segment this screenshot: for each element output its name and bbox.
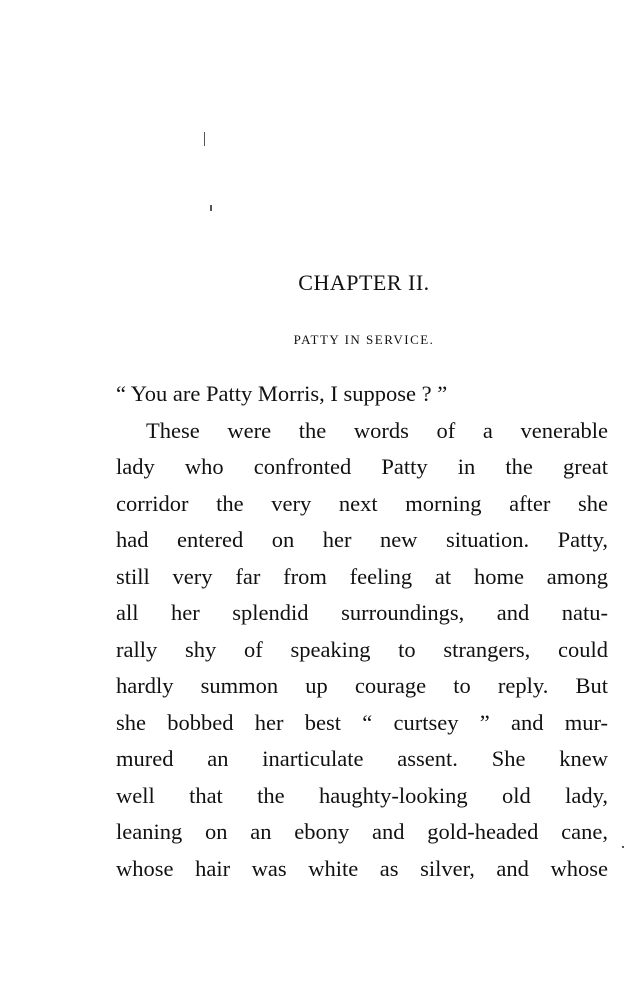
text-line: corridor the very next morning after she <box>116 490 608 516</box>
body-text <box>116 376 608 887</box>
text-line: well that the haughty-looking old lady, <box>116 782 608 808</box>
text-line: These were the words of a venerable <box>146 417 608 443</box>
text-line: mured an inarticulate assent. She knew <box>116 746 608 771</box>
text-line: hardly summon up courage to reply. But <box>116 673 608 698</box>
text-line: had entered on her new situation. Patty, <box>116 527 608 552</box>
text-line: lady who confronted Patty in the great <box>116 454 608 479</box>
text-line: all her splendid surroundings, and natu- <box>116 600 608 625</box>
text-line: still very far from feeling at home among <box>116 563 608 589</box>
text-line: she bobbed her best “ curtsey ” and mur- <box>116 709 608 735</box>
print-speck <box>622 846 624 848</box>
text-line: leaning on an ebony and gold-headed cane, <box>116 819 608 844</box>
chapter-subtitle: PATTY IN SERVICE. <box>293 332 435 347</box>
print-speck <box>204 132 205 146</box>
text-line: rally shy of speaking to strangers, could <box>116 636 608 662</box>
text-line: “ You are Patty Morris, I suppose ? ” <box>116 381 448 406</box>
text-line: whose hair was white as silver, and whose <box>116 855 608 881</box>
chapter-title: CHAPTER II. <box>298 270 430 295</box>
print-speck <box>210 205 212 211</box>
